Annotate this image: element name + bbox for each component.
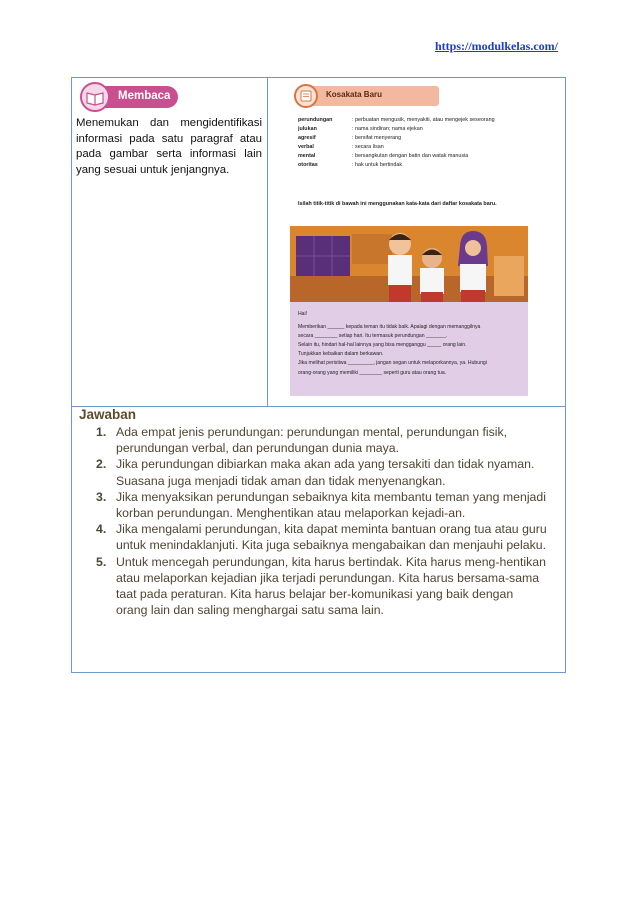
story-line: orang-orang yang memiliki ________ seperti guru atau orang tua. xyxy=(298,369,447,376)
row-divider xyxy=(71,406,566,407)
vocab-entry xyxy=(298,116,543,125)
story-text xyxy=(298,310,522,378)
answer-text: Jika menyaksikan perundungan sebaiknya kita membantu teman yang menjadi korban perundungan. Menghentikan atau melaporkan kejadi-an. xyxy=(116,489,546,521)
vocab-definition: : secara lisan xyxy=(352,144,384,151)
answer-number: 5. xyxy=(96,554,107,569)
answer-number: 3. xyxy=(96,489,107,504)
story-line: Hai! xyxy=(298,311,308,317)
vocab-entry xyxy=(298,125,543,134)
vocab-definition: : perbuatan mengusik, menyakiti, atau mengejek seseorang xyxy=(352,117,495,123)
open-book-icon xyxy=(80,82,110,112)
answer-item xyxy=(96,424,548,456)
vocab-term: verbal xyxy=(298,144,314,151)
answer-number: 1. xyxy=(96,425,107,439)
answers-title: Jawaban xyxy=(79,407,137,422)
answer-text: Jika mengalami perundungan, kita dapat meminta bantuan orang tua atau guru untuk menindaklanjuti. Kita juga sebaiknya mengabaikan dan menjauhi pelaku. xyxy=(116,522,547,553)
answer-text: Untuk mencegah perundungan, kita harus bertindak. Kita harus meng-hentikan atau melaporkan kejadian jika terjadi perundungan. Kita harus bersama-sama taat pada peraturan. Kita harus belajar ber-komunikasi yang baik dengan orang lain dan saling menghargai satu sama lain. xyxy=(116,554,546,618)
answers-list xyxy=(96,424,548,618)
column-divider xyxy=(267,77,268,407)
answer-item xyxy=(96,456,548,488)
vocab-term: otoritas xyxy=(298,162,318,169)
membaca-badge xyxy=(80,82,178,112)
source-url-link[interactable]: https://modulkelas.com/ xyxy=(434,39,558,53)
answer-item xyxy=(96,521,548,553)
story-line: Tunjukkan kebaikan dalam berkawan. xyxy=(298,351,384,358)
vocab-definition: : bersangkutan dengan batin dan watak manusia xyxy=(352,153,469,160)
vocab-definition: : bersifat menyerang xyxy=(352,135,402,142)
dictionary-icon xyxy=(294,84,318,108)
answer-text: Jika perundungan dibiarkan maka akan ada yang tersakiti dan tidak nyaman. Suasana juga menjadi tidak aman dan tidak menyenangkan. xyxy=(116,457,535,488)
vocab-term: agresif xyxy=(298,135,316,142)
answer-text: Ada empat jenis perundungan: perundungan mental, perundungan fisik, perundungan verbal, dan perundungan dunia maya. xyxy=(116,425,508,456)
answer-item xyxy=(96,489,548,521)
vocab-entry xyxy=(298,161,543,170)
vocab-definition: : hak untuk bertindak xyxy=(352,162,403,169)
vocab-entry xyxy=(298,134,543,143)
vocabulary-list xyxy=(298,116,543,171)
vocab-term: mental xyxy=(298,153,316,160)
story-line: Selain itu, hindari hal-hal lainnya yang bisa mengganggu _____ orang lain. xyxy=(298,342,467,349)
answer-number: 2. xyxy=(96,457,107,472)
answer-number: 4. xyxy=(96,522,107,537)
answer-item xyxy=(96,554,548,619)
story-fill-in-box xyxy=(290,302,528,396)
story-line: Jika melihat peristiwa _________, jangan segan untuk melaporkannya, ya. Hubungi xyxy=(298,360,487,367)
vocab-entry xyxy=(298,143,543,152)
kosakata-badge xyxy=(294,84,439,110)
vocab-definition: : nama sindiran; nama ejekan xyxy=(352,126,423,133)
students-illustration xyxy=(290,226,528,302)
membaca-label: Membaca xyxy=(118,90,171,102)
kosakata-label: Kosakata Baru xyxy=(326,90,383,99)
vocab-term: perundungan xyxy=(298,117,333,123)
story-line: Memberikan ______ kepada teman itu tidak baik. Apalagi dengan memanggilnya xyxy=(298,324,481,331)
exercise-instruction: Isilah titik-titik di bawah ini menggunakan kata-kata dari daftar kosakata baru. xyxy=(298,201,497,207)
vocab-entry xyxy=(298,152,543,161)
story-line: secara ________ setiap hari. Itu termasuk perundungan _______. xyxy=(298,333,448,340)
vocab-term: julukan xyxy=(298,126,317,133)
learning-goal-text: Menemukan dan mengidentifikasi informasi pada satu paragraf atau pada gambar serta informasi lain yang sesuai untuk jenjangnya. xyxy=(76,117,262,176)
